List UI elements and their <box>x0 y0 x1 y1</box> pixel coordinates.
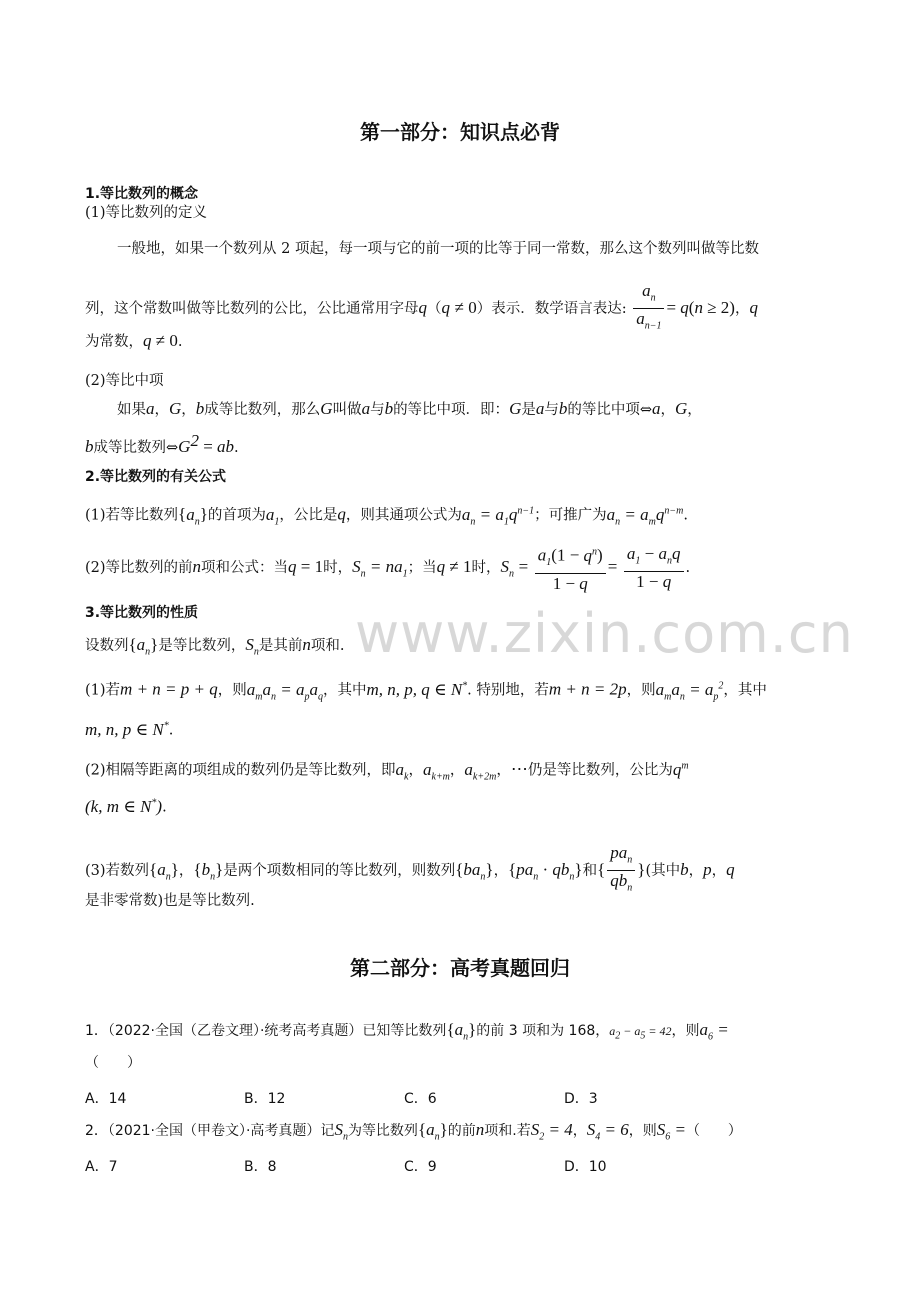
q1-option-b[interactable]: B．12 <box>244 1091 286 1107</box>
text: ，则其通项公式为 <box>345 507 462 524</box>
q2-option-b[interactable]: B．8 <box>244 1159 277 1175</box>
text: 表示．数学语言表达: <box>491 300 627 317</box>
text: 的首项为 <box>207 507 266 524</box>
text: 的前 <box>447 1123 476 1139</box>
section1-title: 1.等比数列的概念 <box>85 186 199 202</box>
text: (2)等比数列的前 <box>85 560 193 577</box>
text: 是等比数列， <box>158 638 246 654</box>
text: ，其中 <box>723 682 767 699</box>
text: (1)若 <box>85 682 121 699</box>
text: (2)相隔等距离的项组成的数列仍是等比数列，即 <box>85 762 396 779</box>
section1-sub1: (1)等比数列的定义 <box>85 205 208 221</box>
text: (其中 <box>645 862 681 879</box>
text: ，则 <box>626 682 656 699</box>
q1-option-a[interactable]: A．14 <box>85 1091 127 1107</box>
text: 成等比数列，那么 <box>204 402 321 418</box>
q2-option-a[interactable]: A．7 <box>85 1159 118 1175</box>
text: ，其中 <box>322 682 367 699</box>
section1-p1a: 一般地，如果一个数列从 2 项起，每一项与它的前一项的比等于同一常数，那么这个数列叫做等比数 <box>117 241 759 257</box>
section1-p1d-line: 为常数，q ≠ 0. <box>85 331 183 350</box>
text: 的等比中项⇔ <box>567 402 652 418</box>
text: (3)若数列 <box>85 862 150 879</box>
text: 是两个项数相同的等比数列，则数列 <box>223 862 456 879</box>
part1-title: 第一部分：知识点必背 <box>360 120 560 144</box>
text: 2．（2021·全国（甲卷文）·高考真题）记 <box>85 1123 335 1139</box>
text: 时， <box>323 560 353 577</box>
section1-p2-line2: b成等比数列$\Leftrightarrow G^2$ = ab. <box>85 431 239 456</box>
text: 项和.若 <box>484 1123 531 1139</box>
text: ，则 <box>217 682 247 699</box>
text: ，公比是 <box>279 507 338 524</box>
text: 和 <box>582 862 598 879</box>
text: 叫做 <box>332 402 362 418</box>
text: ，则 <box>671 1023 700 1039</box>
section3-p2-line2: (k, m ∈ N*). <box>85 796 167 816</box>
section3-p1-line1: (1)若m + n = p + q，则$a_ma_n = a_pa_q$，其中m, n, p, q ∈ N*. 特别地，若m + n = 2p，则$a_ma_n = a_p^2$，其中 <box>85 679 767 703</box>
text: 的前 3 项和为 168， <box>476 1023 610 1039</box>
text: 1．（2022·全国（乙卷文理）·统考高考真题）已知等比数列 <box>85 1023 447 1039</box>
section1-p2-line1: 如果a，G，b成等比数列，那么G叫做a与b的等比中项．即：G是a与b的等比中项⇔a，G， <box>117 399 702 418</box>
section3-intro: 设数列$\{a_n\}$是等比数列，$S_n$是其前n项和. <box>85 635 345 658</box>
section2-f2: (2)等比数列的前n项和公式：当q = 1时，$S_n = na_1$；当q ≠ 1时，$S_n$ = $\frac{a_1(1 - q^n)}{1 - q}$ = $\frac{a_1 - a_nq}{1 - q}$ . <box>85 543 691 594</box>
question-1-stem: 1．（2022·全国（乙卷文理）·统考高考真题）已知等比数列$\{a_n\}$的前 3 项和为 168，$a_2 - a_5 = 42$，则$a_6$ = <box>85 1020 729 1043</box>
ratio-sequence: $\frac{pa_n}{qb_n}$ <box>607 843 635 899</box>
section3-title: 3.等比数列的性质 <box>85 605 199 621</box>
q1-option-c[interactable]: C．6 <box>404 1091 437 1107</box>
text: 设数列 <box>85 638 129 654</box>
q2-option-c[interactable]: C．9 <box>404 1159 437 1175</box>
section3-p1-line2: m, n, p ∈ N*. <box>85 719 174 739</box>
text: . 特别地，若 <box>467 682 549 699</box>
text: ；可推广为 <box>534 507 607 524</box>
section2-title: 2.等比数列的有关公式 <box>85 469 227 485</box>
section1-sub2: (2)等比中项 <box>85 373 164 389</box>
q1-option-d[interactable]: D．3 <box>564 1091 598 1107</box>
text: 的等比中项．即： <box>393 402 510 418</box>
section3-p2-line1: (2)相隔等距离的项组成的数列仍是等比数列，即$a_k$，$a_{k+m}$，$a_{k+2m}$，⋯仍是等比数列，公比为$q^m$ <box>85 759 689 783</box>
question-2-stem: 2．（2021·全国（甲卷文）·高考真题）记$S_n$为等比数列$\{a_n\}$的前n项和.若$S_2 = 4$，$S_4 = 6$，则$S_6$ =（ ） <box>85 1120 742 1143</box>
text: 如果 <box>117 402 146 418</box>
text: 为常数， <box>85 334 143 350</box>
section1-p1b-line: 列，这个常数叫做等比数列的公比，公比通常用字母q（q ≠ 0）表示．数学语言表达: $\frac{a_n}{a_{n-1}}$ = q(n ≥ 2)，q <box>85 281 758 337</box>
ratio-formula: $\frac{a_n}{a_{n-1}}$ <box>633 281 664 337</box>
sum-formula-1: $\frac{a_1(1 - q^n)}{1 - q}$ <box>535 542 606 594</box>
text: 列，这个常数叫做等比数列的公比，公比通常用字母 <box>85 300 419 317</box>
text: 项和公式：当 <box>201 560 289 577</box>
text: 成等比数列⇔ <box>93 439 179 456</box>
section2-f1: (1)若等比数列$\{a_n\}$的首项为$a_1$，公比是q，则其通项公式为$a_n = a_1q^{n-1}$；可推广为$a_n = a_mq^{n-m}$. <box>85 504 688 528</box>
text: ，则 <box>628 1123 657 1139</box>
section3-p3-line1: (3)若数列$\{a_n\}$，$\{b_n\}$是两个项数相同的等比数列，则数列$\{ba_n\}$，$\{pa_n \cdot qb_n\}$和{ $\frac{pa_n}{qb_n}$ }(其中b，p，q <box>85 843 735 899</box>
text: 是其前 <box>258 638 303 654</box>
section3-p3-line2: 是非零常数)也是等比数列. <box>85 893 255 909</box>
text: (1)若等比数列 <box>85 507 179 524</box>
text: 仍是等比数列，公比为 <box>527 762 673 779</box>
text: ；当 <box>407 560 437 577</box>
part2-title: 第二部分：高考真题回归 <box>350 956 570 980</box>
sum-formula-2: $\frac{a_1 - a_nq}{1 - q}$ <box>624 544 684 592</box>
watermark: www.zixin.com.cn <box>355 602 854 665</box>
text: 时， <box>471 560 501 577</box>
text: 为等比数列 <box>347 1123 418 1139</box>
q2-option-d[interactable]: D．10 <box>564 1159 607 1175</box>
question-1-blank: （ ） <box>85 1055 141 1071</box>
text: 是 <box>521 402 536 418</box>
text: 项和. <box>310 638 345 654</box>
